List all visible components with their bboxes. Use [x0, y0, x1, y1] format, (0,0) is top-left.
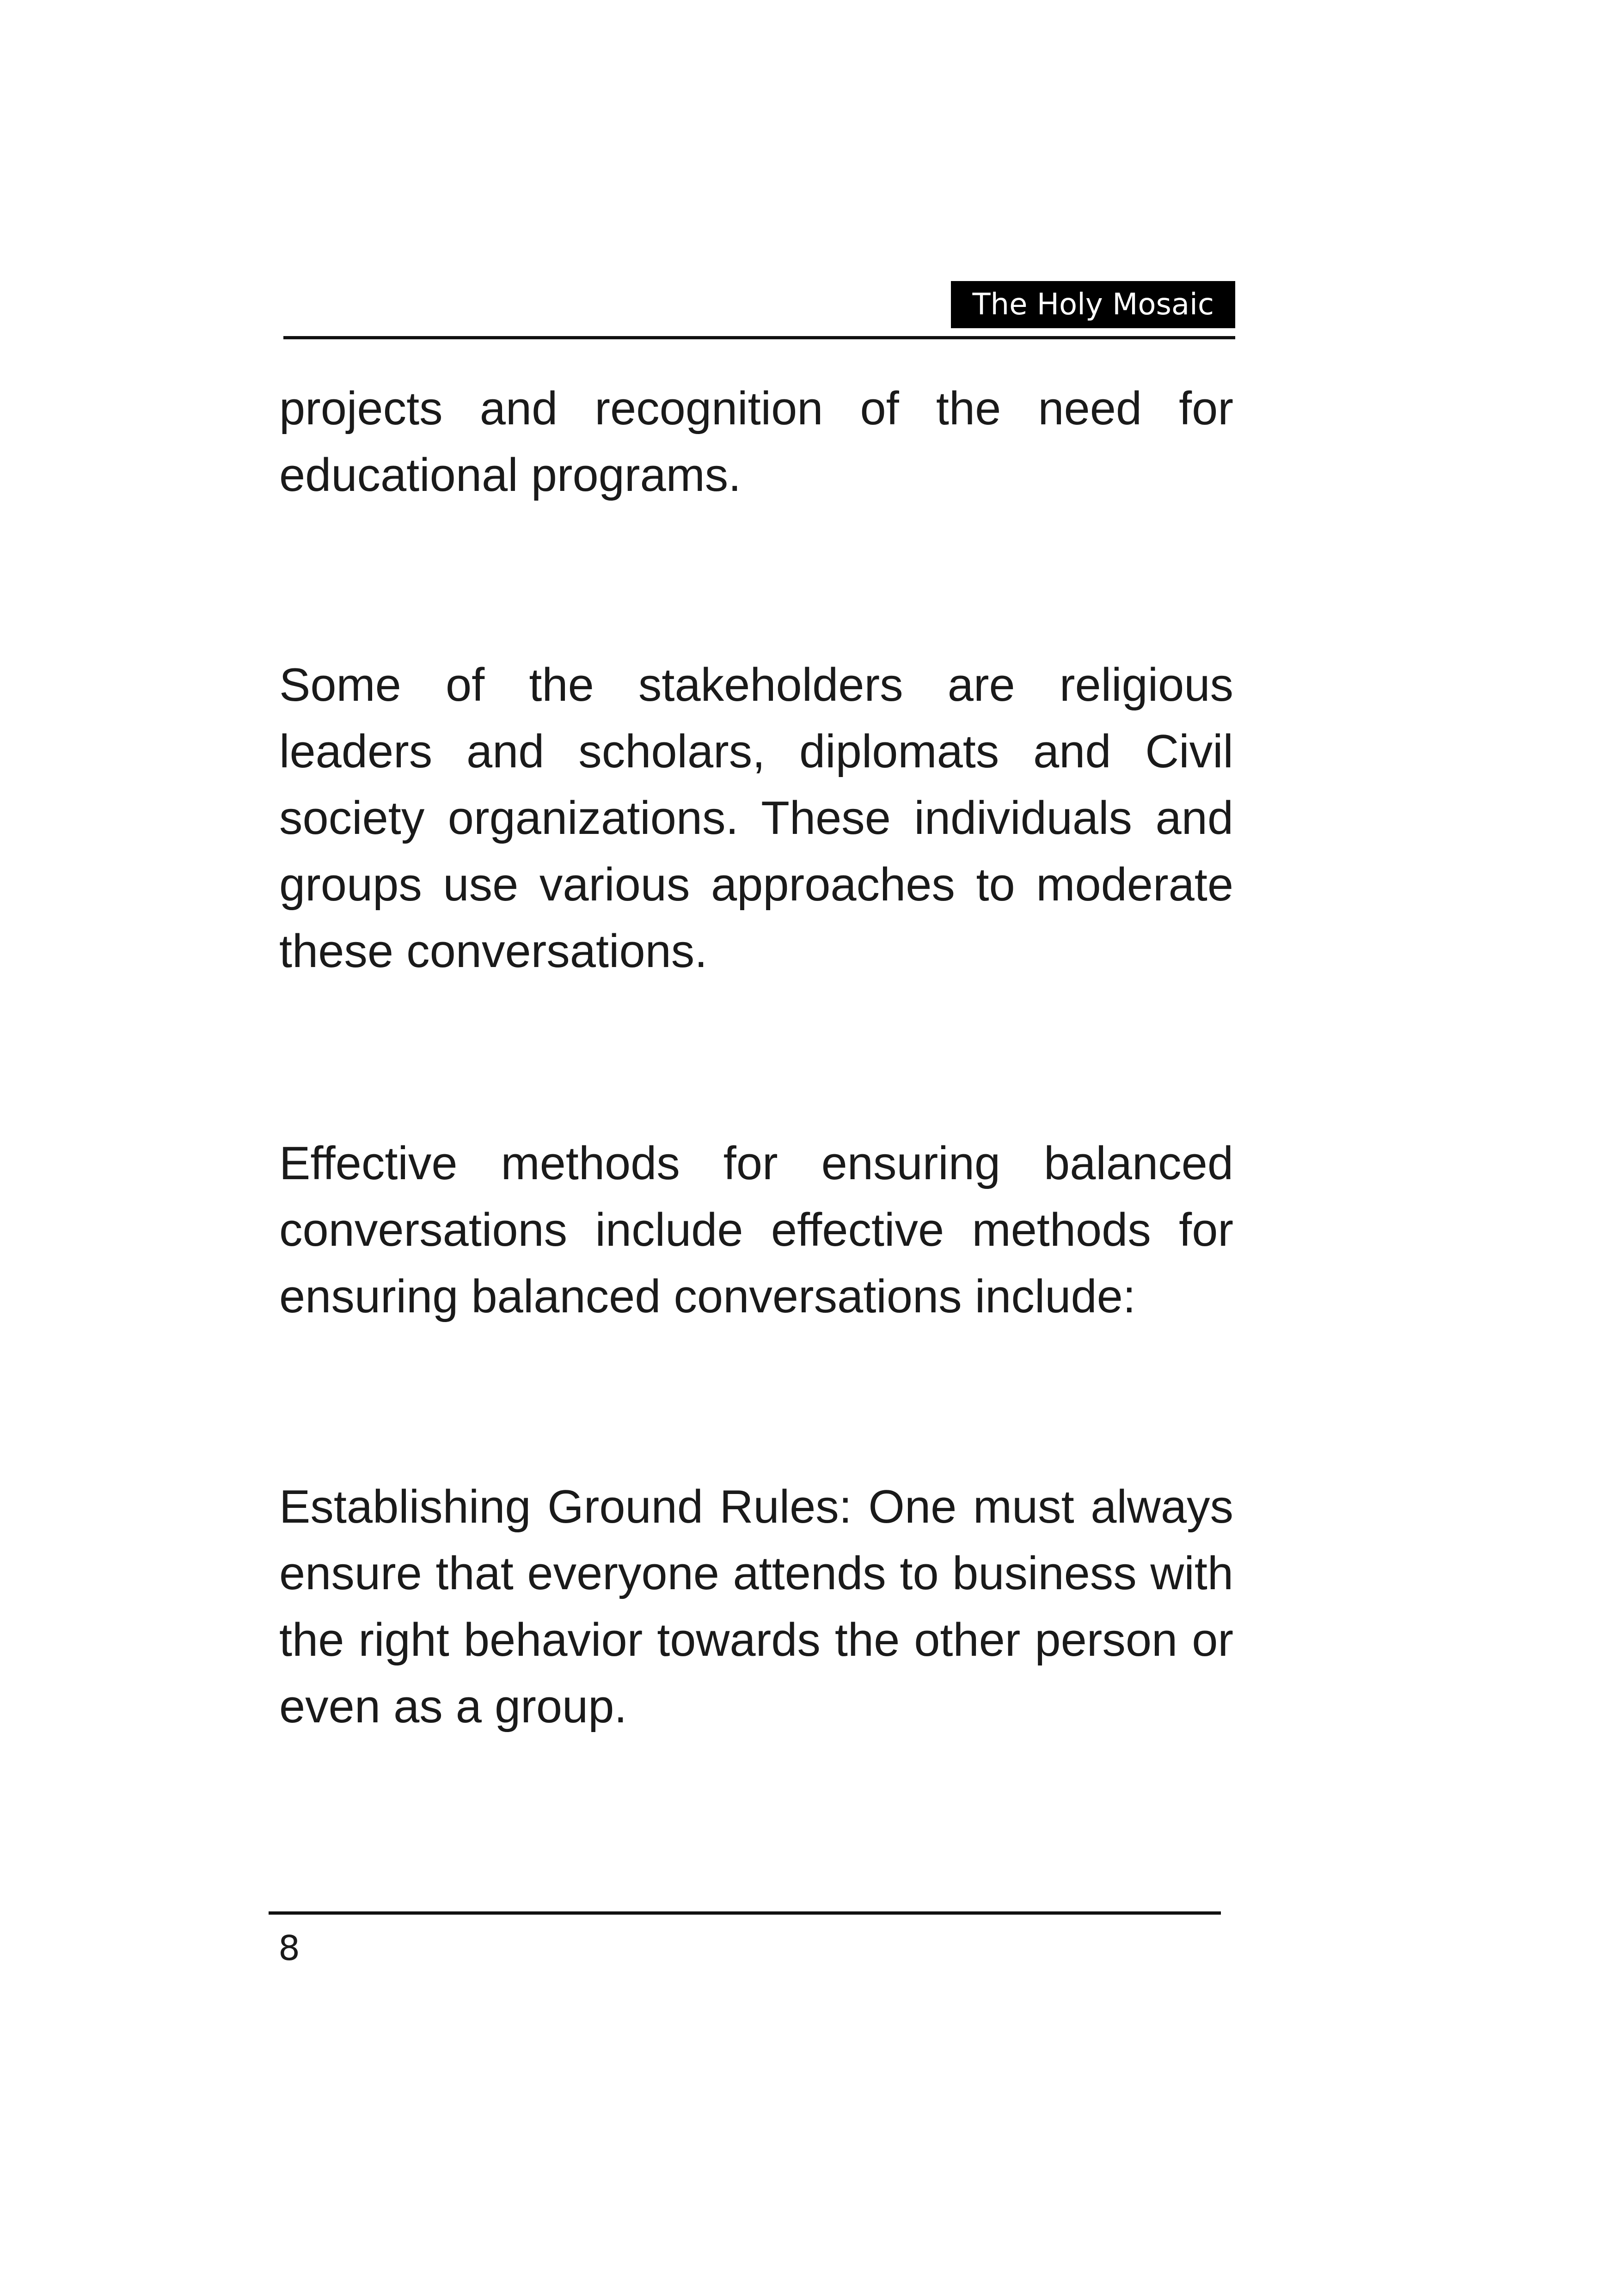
- running-header: [283, 281, 1235, 341]
- paragraph-educational-programs: projects and recognition of the need for educational programs.: [279, 383, 1233, 501]
- paragraph-stakeholders: Some of the stakeholders are religious leaders and scholars, diplomats and Civil society organizations. These individuals and groups use various approaches to moderate these conversations.: [279, 659, 1233, 977]
- paragraph-ground-rules: Establishing Ground Rules: One must always ensure that everyone attends to business with the right behavior towards the other person or even as a group.: [279, 1481, 1233, 1733]
- running-header-title: The Holy Mosaic: [951, 281, 1235, 328]
- paragraph-effective-methods: Effective methods for ensuring balanced conversations include effective methods for ensuring balanced conversations include:: [279, 1138, 1233, 1322]
- footer-divider: [269, 1911, 1221, 1915]
- header-divider: [283, 336, 1235, 339]
- page-number: 8: [278, 1929, 300, 1968]
